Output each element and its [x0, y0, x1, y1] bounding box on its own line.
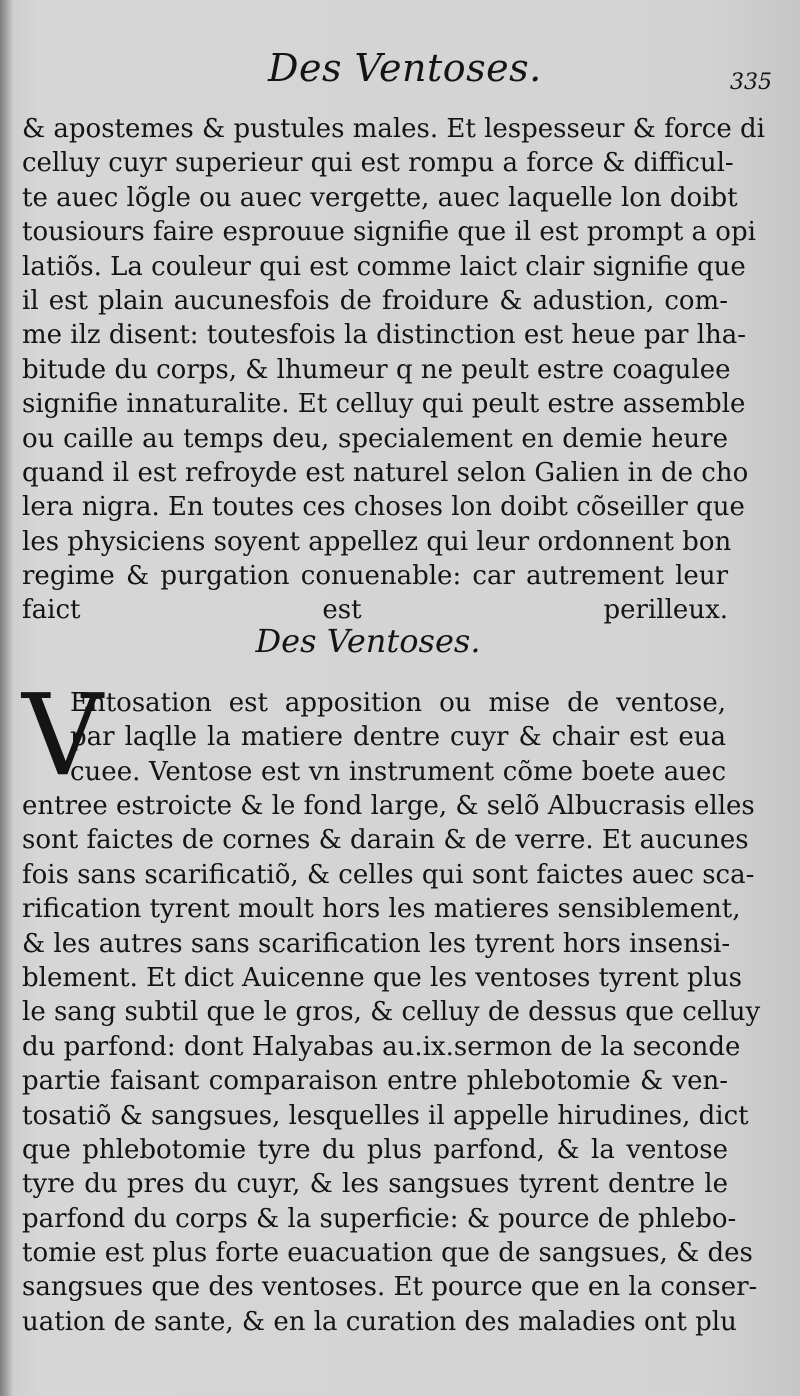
paragraph-two: [22, 789, 761, 1339]
text-line: cuee. Ventose est vn instrument cõme boete auec: [70, 756, 726, 787]
text-line: & les autres sans scarification les tyrent hors insensi-: [22, 928, 731, 959]
text-line: te auec lõgle ou auec vergette, auec laquelle lon doibt: [22, 182, 738, 213]
text-line: latiõs. La couleur qui est comme laict clair signifie que: [22, 251, 746, 282]
text-line: il est plain aucunesfois de froidure & adustion, com-: [22, 285, 728, 316]
text-line: me ilz disent: toutesfois la distinction est heue par lha-: [22, 320, 747, 351]
text-line: fois sans scarificatiõ, & celles qui sont faictes auec sca-: [22, 859, 755, 890]
text-line: sont faictes de cornes & darain & de verre. Et aucunes: [22, 825, 749, 856]
text-line: faict est perilleux.: [22, 595, 728, 626]
text-line: du parfond: dont Halyabas au.ix.sermon de la seconde: [22, 1031, 741, 1062]
text-line: quand il est refroyde est naturel selon Galien in de cho: [22, 457, 749, 488]
text-line: le sang subtil que le gros, & celluy de dessus que celluy: [22, 997, 761, 1028]
text-line: tomie est plus forte euacuation que de sangsues, & des: [22, 1238, 753, 1269]
text-line: lera nigra. En toutes ces choses lon doibt cõseiller que: [22, 492, 745, 523]
drop-cap: V: [22, 671, 103, 801]
text-line: regime & purgation conuenable: car autrement leur: [22, 561, 728, 592]
text-line: uation de sante, & en la curation des maladies ont plu: [22, 1306, 737, 1337]
text-line: & apostemes & pustules males. Et lespesseur & force di: [22, 114, 765, 144]
text-line: signifie innaturalite. Et celluy qui peult estre assemble: [22, 389, 746, 420]
page-header: [0, 40, 800, 95]
text-line: Entosation est apposition ou mise de ventose,: [70, 688, 726, 718]
text-line: sangsues que des ventoses. Et pource que en la conser-: [22, 1272, 758, 1303]
text-line: tousiours faire esprouue signifie que il est prompt a opi: [22, 217, 756, 248]
text-line: tyre du pres du cuyr, & les sangsues tyrent dentre le: [22, 1169, 728, 1200]
running-title: Des Ventoses.: [268, 46, 542, 90]
text-line: parfond du corps & la superficie: & pource de phlebo-: [22, 1203, 737, 1234]
text-line: entree estroicte & le fond large, & selõ Albucrasis elles: [22, 791, 755, 821]
indented-lines: [70, 686, 726, 789]
section-heading-text: Des Ventoses.: [255, 622, 481, 660]
paragraph-one: [22, 112, 765, 628]
text-line: celluy cuyr superieur qui est rompu a force & difficul-: [22, 148, 734, 179]
text-line: ou caille au temps deu, specialement en demie heure: [22, 423, 728, 454]
text-line: les physiciens soyent appellez qui leur ordonnent bon: [22, 526, 732, 557]
page-number: 335: [730, 70, 772, 95]
text-line: par laqlle la matiere dentre cuyr & chair est eua: [70, 722, 726, 753]
section-heading: [0, 622, 800, 660]
text-line: partie faisant comparaison entre phlebotomie & ven-: [22, 1066, 728, 1097]
text-line: bitude du corps, & lhumeur q ne peult estre coagulee: [22, 354, 731, 385]
text-line: blement. Et dict Auicenne que les ventoses tyrent plus: [22, 962, 743, 993]
text-line: que phlebotomie tyre du plus parfond, & la ventose: [22, 1134, 728, 1165]
text-line: tosatiõ & sangsues, lesquelles il appelle hirudines, dict: [22, 1100, 749, 1131]
gutter-shadow: [0, 0, 14, 1396]
text-line: rification tyrent moult hors les matieres sensiblement,: [22, 894, 741, 925]
